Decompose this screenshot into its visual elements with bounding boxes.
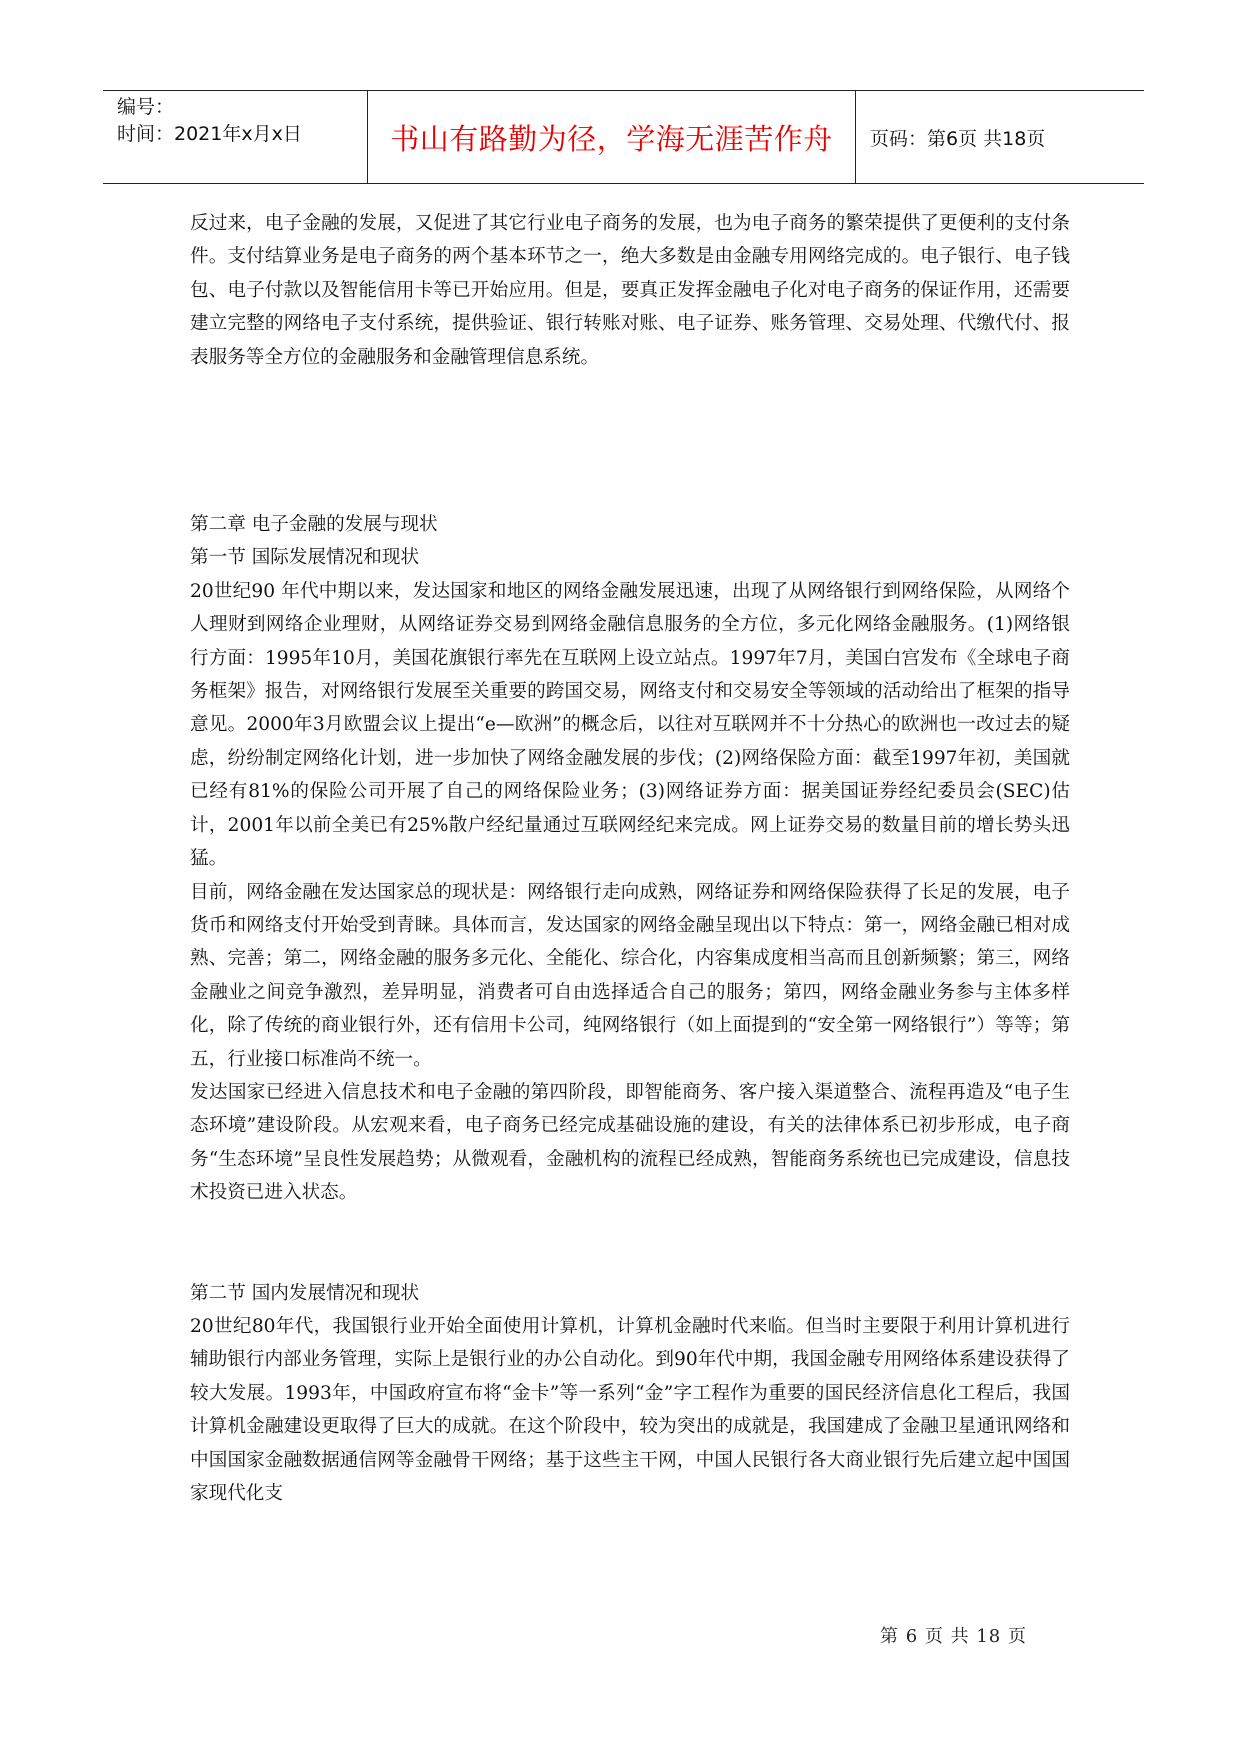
body-paragraph: 20世纪90 年代中期以来，发达国家和地区的网络金融发展迅速，出现了从网络银行到网络保险，从网络个人理财到网络企业理财，从网络证券交易到网络金融信息服务的全方位，多元化网络金融服务。(1)网络银行方面：1995年10月，美国花旗银行率先在互联网上设立站点。1997年7月，美国白宫发布《全球电子商务框架》报告，对网络银行发展至关重要的跨国交易，网络支付和交易安全等领域的活动给出了框架的指导意见。2000年3月欧盟会议上提出“e—欧洲”的概念后，以往对互联网并不十分热心的欧洲也一改过去的疑虑，纷纷制定网络化计划，进一步加快了网络金融发展的步伐；(2)网络保险方面：截至1997年初，美国就已经有81%的保险公司开展了自己的网络保险业务；(3)网络证券方面：据美国证券经纪委员会(SEC)估计，2001年以前全美已有25%散户经纪量通过互联网经纪来完成。网上证券交易的数量目前的增长势头迅猛。 — [190, 580, 1070, 870]
header-page-info: 页码：第6页 共18页 — [870, 127, 1046, 150]
body-paragraph: 反过来，电子金融的发展，又促进了其它行业电子商务的发展，也为电子商务的繁荣提供了更便利的支付条件。支付结算业务是电子商务的两个基本环节之一，绝大多数是由金融专用网络完成的。电子银行、电子钱包、电子付款以及智能信用卡等已开始应用。但是，要真正发挥金融电子化对电子商务的保证作用，还需要建立完整的网络电子支付系统，提供验证、银行转账对账、电子证券、账务管理、交易处理、代缴代付、报表服务等全方位的金融服务和金融管理信息系统。 — [190, 213, 1070, 368]
section-title: 第一节 国际发展情况和现状 — [190, 547, 420, 569]
header-meta-cell — [103, 91, 368, 183]
section-title: 第二节 国内发展情况和现状 — [190, 1282, 420, 1304]
header-page-cell — [856, 91, 1144, 183]
document-body — [190, 207, 1070, 1510]
body-paragraph: 20世纪80年代，我国银行业开始全面使用计算机，计算机金融时代来临。但当时主要限于利用计算机进行辅助银行内部业务管理，实际上是银行业的办公自动化。到90年代中期，我国金融专用网络体系建设获得了较大发展。1993年，中国政府宣布将“金卡”等一系列“金”字工程作为重要的国民经济信息化工程后，我国计算机金融建设更取得了巨大的成就。在这个阶段中，较为突出的成就是，我国建成了金融卫星通讯网络和中国国家金融数据通信网等金融骨干网络；基于这些主干网，中国人民银行各大商业银行先后建立起中国国家现代化支 — [190, 1315, 1070, 1504]
body-paragraph: 目前，网络金融在发达国家总的现状是：网络银行走向成熟，网络证券和网络保险获得了长足的发展，电子货币和网络支付开始受到青睐。具体而言，发达国家的网络金融呈现出以下特点：第一，网络金融已相对成熟、完善；第二，网络金融的服务多元化、全能化、综合化，内容集成度相当高而且创新频繁；第三，网络金融业之间竞争激烈，差异明显，消费者可自由选择适合自己的服务；第四，网络金融业务参与主体多样化，除了传统的商业银行外，还有信用卡公司，纯网络银行（如上面提到的“安全第一网络银行”）等等；第五，行业接口标准尚不统一。 — [190, 881, 1070, 1070]
page-footer: 第 6 页 共 18 页 — [880, 1626, 1027, 1647]
chapter-title: 第二章 电子金融的发展与现状 — [190, 514, 438, 536]
document-header — [103, 90, 1144, 184]
blank-space — [190, 1210, 1070, 1277]
body-paragraph: 发达国家已经进入信息技术和电子金融的第四阶段，即智能商务、客户接入渠道整合、流程再造及“电子生态环境”建设阶段。从宏观来看，电子商务已经完成基础设施的建设，有关的法律体系已初步形成，电子商务“生态环境”呈良性发展趋势；从微观看，金融机构的流程已经成熟，智能商务系统也已完成建设，信息技术投资已进入状态。 — [190, 1081, 1070, 1204]
blank-space — [190, 374, 1070, 508]
document-time-label: 时间：2021年x月x日 — [117, 123, 302, 145]
header-motto-cell — [368, 91, 856, 183]
document-number-label: 编号： — [117, 96, 175, 118]
header-motto: 书山有路勤为径，学海无涯苦作舟 — [390, 121, 833, 156]
